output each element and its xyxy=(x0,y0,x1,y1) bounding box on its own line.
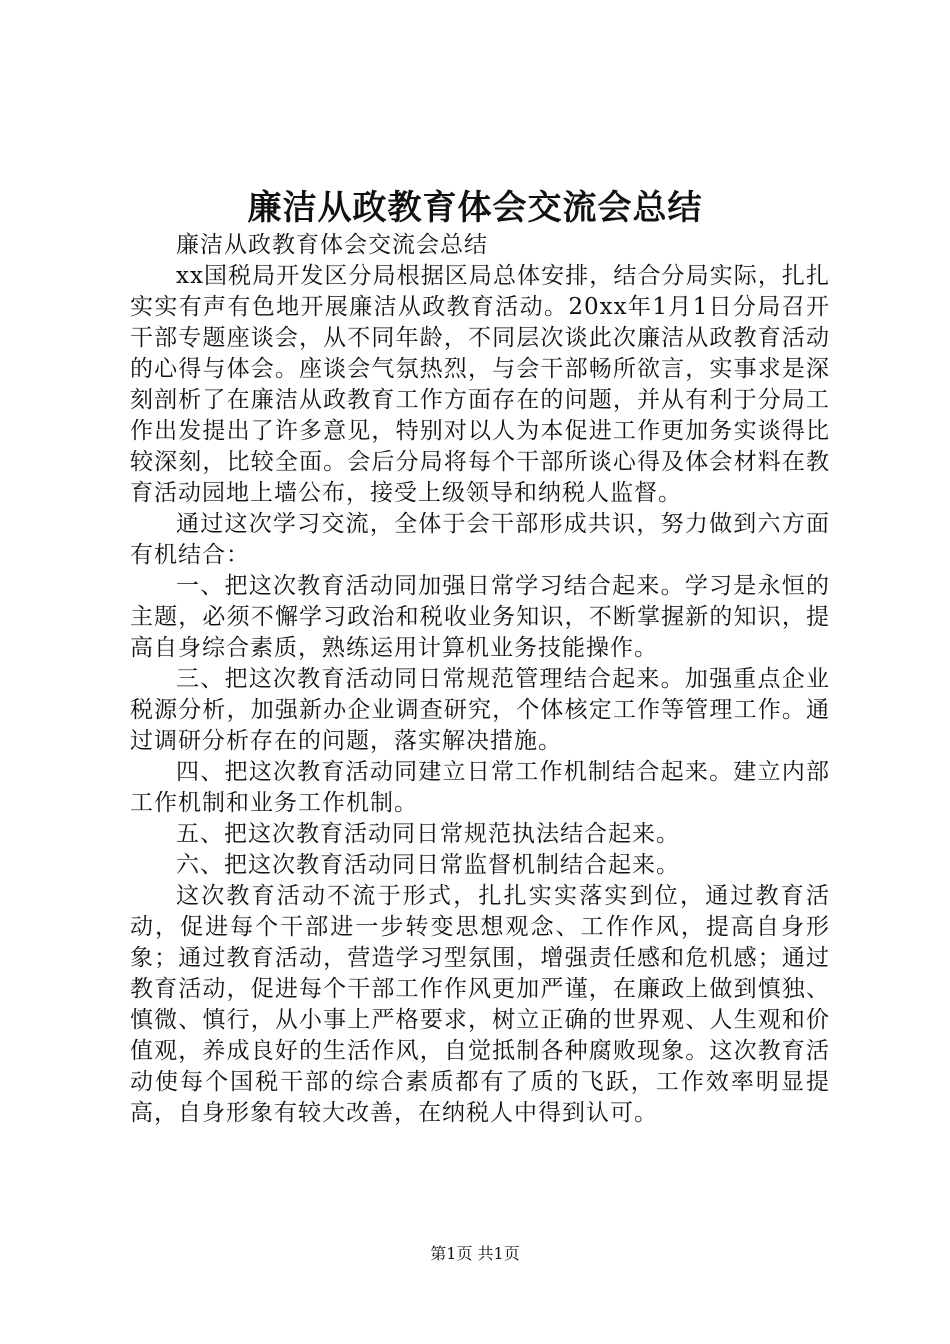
paragraph-subtitle: 廉洁从政教育体会交流会总结 xyxy=(176,232,488,258)
paragraph-item-5: 五、把这次教育活动同日常规范执法结合起来。 xyxy=(176,821,680,847)
page-footer: 第1页 共1页 xyxy=(430,1244,520,1263)
paragraph-item-6: 六、把这次教育活动同日常监督机制结合起来。 xyxy=(176,852,680,878)
paragraph-conclusion: 这次教育活动不流于形式，扎扎实实落实到位，通过教育活动，促进每个干部进一步转变思想观念、工作作风，提高自身形象；通过教育活动，营造学习型氛围，增强责任感和危机感；通过教育活动，促进每个干部工作作风更加严谨，在廉政上做到慎独、慎微、慎行，从小事上严格要求，树立正确的世界观、人生观和价值观，养成良好的生活作风，自觉抵制各种腐败现象。这次教育活动使每个国税干部的综合素质都有了质的飞跃，工作效率明显提高，自身形象有较大改善，在纳税人中得到认可。 xyxy=(130,883,830,1126)
paragraph-intro: xx国税局开发区分局根据区局总体安排，结合分局实际，扎扎实实有声有色地开展廉洁从政教育活动。20xx年1月1日分局召开干部专题座谈会，从不同年龄，不同层次谈此次廉洁从政教育活动的心得与体会。座谈会气氛热烈，与会干部畅所欲言，实事求是深刻剖析了在廉洁从政教育工作方面存在的问题，并从有利于分局工作出发提出了许多意见，特别对以人为本促进工作更加务实谈得比较深刻，比较全面。会后分局将每个干部所谈心得及体会材料在教育活动园地上墙公布，接受上级领导和纳税人监督。 xyxy=(130,263,830,506)
paragraph-consensus: 通过这次学习交流，全体于会干部形成共识，努力做到六方面有机结合： xyxy=(130,511,830,568)
document-title: 廉洁从政教育体会交流会总结 xyxy=(247,188,703,228)
paragraph-item-1: 一、把这次教育活动同加强日常学习结合起来。学习是永恒的主题，必须不懈学习政治和税收业务知识，不断掌握新的知识，提高自身综合素质，熟练运用计算机业务技能操作。 xyxy=(130,573,830,661)
document-body xyxy=(130,230,830,1129)
paragraph-item-3: 三、把这次教育活动同日常规范管理结合起来。加强重点企业税源分析，加强新办企业调查研究，个体核定工作等管理工作。通过调研分析存在的问题，落实解决措施。 xyxy=(130,666,830,754)
paragraph-item-4: 四、把这次教育活动同建立日常工作机制结合起来。建立内部工作机制和业务工作机制。 xyxy=(130,759,830,816)
